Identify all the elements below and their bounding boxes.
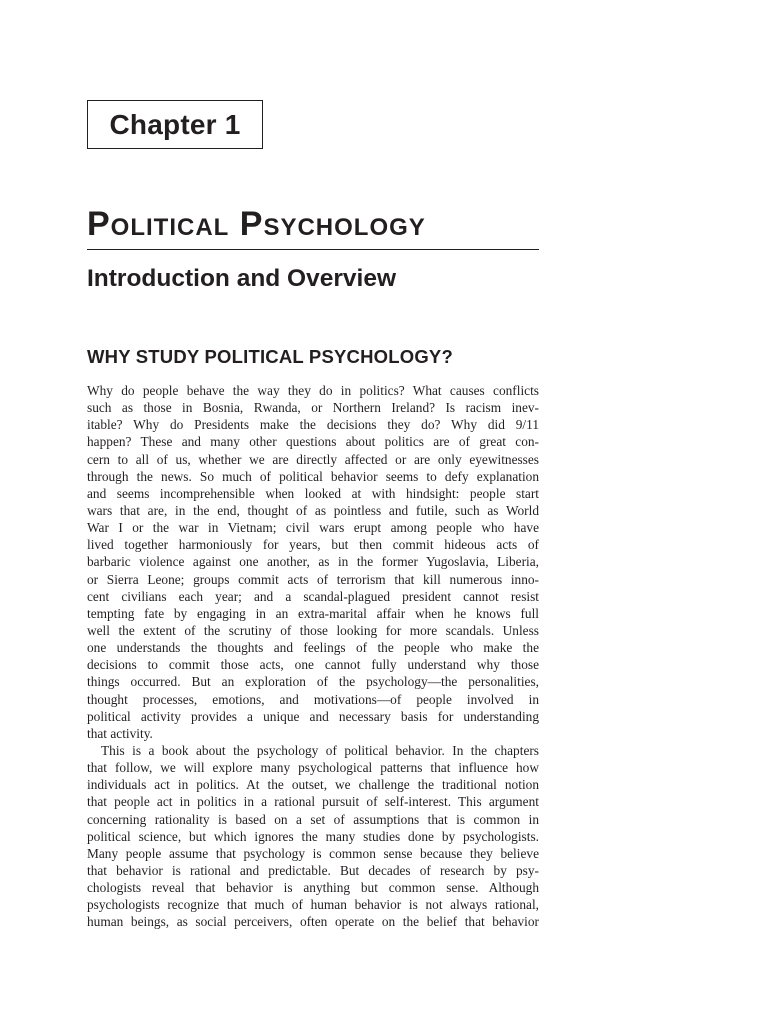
text-line: one understands the thoughts and feelings of the people who make the [87,640,539,656]
text-line: War I or the war in Vietnam; civil wars erupt among people who have [87,520,539,536]
text-line: decisions to commit those acts, one cannot fully understand why those [87,657,539,673]
text-line: psychologists recognize that much of human behavior is not always rational, [87,897,539,913]
text-line: things occurred. But an exploration of the psychology—the personalities, [87,674,539,690]
text-line: chologists reveal that behavior is anything but common sense. Although [87,880,539,896]
text-line: wars that are, in the end, thought of as pointless and futile, such as World [87,502,539,518]
text-line: itable? Why do Presidents make the decisions they do? Why did 9/11 [87,417,539,433]
chapter-title: Political Psychology [87,205,426,243]
chapter-label: Chapter 1 [87,100,263,149]
paragraph-1 [87,382,539,742]
text-line: political activity provides a unique and necessary basis for understanding [87,708,539,724]
text-line: This is a book about the psychology of political behavior. In the chapters [101,742,539,758]
text-line: that follow, we will explore many psychological patterns that influence how [87,760,539,776]
text-line: human beings, as social perceivers, often operate on the belief that behavior [87,914,539,930]
text-line: well the extent of the scrutiny of those looking for more scandals. Unless [87,622,539,638]
text-line: that activity. [87,725,153,741]
text-line: Why do people behave the way they do in politics? What causes conflicts [87,383,539,398]
paragraph-2 [87,742,539,931]
text-line: barbaric violence against one another, as in the former Yugoslavia, Liberia, [87,554,539,570]
text-line: that behavior is rational and predictable. But decades of research by psy- [87,862,539,878]
text-line: cern to all of us, whether we are directly affected or are only eyewitnesses [87,451,539,467]
text-line: and seems incomprehensible when looked at with hindsight: people start [87,485,539,501]
text-line: that people act in politics in a rational pursuit of self-interest. This argument [87,794,539,810]
text-line: tempting fate by engaging in an extra-marital affair when he knows full [87,605,539,621]
section-heading: WHY STUDY POLITICAL PSYCHOLOGY? [87,346,453,367]
text-line: happen? These and many other questions about politics are of great con- [87,434,539,450]
text-line: individuals act in politics. At the outset, we challenge the traditional notion [87,777,539,793]
text-line: through the news. So much of political behavior seems to defy explanation [87,468,539,484]
text-line: concerning rationality is based on a set of assumptions that is common in [87,811,539,827]
title-rule [87,249,539,250]
text-line: lived together harmoniously for years, but then commit hideous acts of [87,537,539,553]
text-line: thought processes, emotions, and motivations—of people involved in [87,691,539,707]
text-line: political science, but which ignores the many studies done by psychologists. [87,828,539,844]
text-line: such as those in Bosnia, Rwanda, or Northern Ireland? Is racism inev- [87,400,539,416]
body-text [87,382,539,931]
text-line: Many people assume that psychology is common sense because they believe [87,845,539,861]
text-line: or Sierra Leone; groups commit acts of terrorism that kill numerous inno- [87,571,539,587]
text-line: cent civilians each year; and a scandal-plagued president cannot resist [87,588,539,604]
chapter-subtitle: Introduction and Overview [87,265,397,292]
